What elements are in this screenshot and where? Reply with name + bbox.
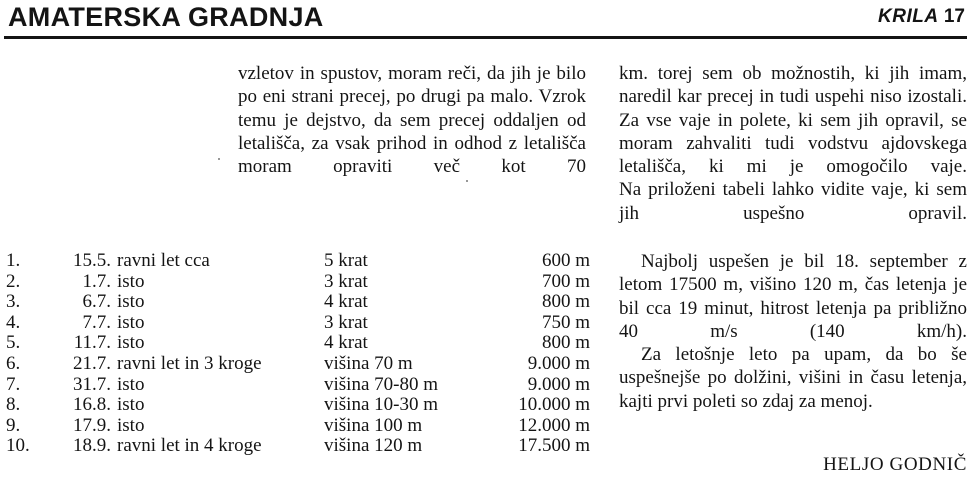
page-number: 17	[943, 6, 965, 27]
flight-distance: 800 m	[541, 291, 590, 313]
paragraph: Najbolj uspešen je bil 18. september z letom 17500 m, višino 120 m, čas letenja je bil cca 19 minut, hitrost letenja pa približno 40 m/s (140 km/h).	[619, 251, 967, 342]
flight-distance: 9.000 m	[527, 352, 590, 374]
flight-description: isto	[117, 373, 145, 395]
table-row	[6, 251, 590, 272]
flight-distance: 10.000 m	[518, 394, 590, 416]
table-row	[6, 436, 590, 457]
flight-description: ravni let in 4 kroge	[117, 435, 262, 457]
flight-log-body	[6, 251, 590, 457]
row-number: 4.	[6, 311, 21, 333]
flight-description: isto	[117, 270, 145, 292]
flight-description: isto	[117, 332, 145, 354]
right-text-column-top	[619, 62, 967, 225]
flight-count: 4 krat	[324, 332, 368, 354]
magazine-page-label	[878, 4, 965, 30]
row-number: 3.	[6, 291, 21, 313]
flight-distance: 800 m	[541, 332, 590, 354]
table-row	[6, 395, 590, 416]
flight-count: višina 10-30 m	[324, 394, 438, 416]
table-row	[6, 333, 590, 354]
flight-description: isto	[117, 311, 145, 333]
flight-description: ravni let in 3 kroge	[117, 352, 262, 374]
flight-count: višina 120 m	[324, 435, 423, 457]
author-signature: HELJO GODNIČ	[823, 454, 967, 475]
flight-description: ravni let cca	[117, 250, 210, 271]
print-speck	[218, 158, 220, 160]
flight-count: višina 70 m	[324, 352, 413, 374]
flight-distance: 9.000 m	[527, 373, 590, 395]
table-row	[6, 272, 590, 293]
paragraph: km. torej sem ob možnostih, ki jih imam, naredil kar precej in tudi uspehi niso izostali. Za vse vaje in polete, ki sem jih opravil, se moram zahvaliti tudi vodstvu ajdovskega letališča, ki mi je omogočilo vaje.	[619, 63, 967, 178]
flight-distance: 750 m	[541, 311, 590, 333]
flight-count: 3 krat	[324, 270, 368, 292]
row-number: 2.	[6, 270, 21, 292]
paragraph: Za letošnje leto pa upam, da bo še uspešnejše po dolžini, višini in času letenja, kajti prvi poleti so zdaj za menoj.	[619, 344, 967, 412]
table-row	[6, 313, 590, 334]
flight-date: 7.7.	[82, 311, 111, 333]
section-title: AMATERSKA GRADNJA	[8, 2, 324, 32]
table-row	[6, 375, 590, 396]
row-number: 7.	[6, 373, 21, 395]
paragraph: Na priloženi tabeli lahko vidite vaje, ki sem jih uspešno opravil.	[619, 179, 967, 224]
flight-distance: 600 m	[541, 250, 590, 271]
header-rule	[4, 36, 967, 39]
flight-date: 31.7.	[73, 373, 111, 395]
paragraph: vzletov in spustov, moram reči, da jih je bilo po eni strani precej, po drugi pa malo. Vzrok temu je dejstvo, da sem precej oddaljen od letališča, za vsak prihod in odhod z letališča moram opraviti več kot 70	[238, 63, 586, 178]
flight-description: isto	[117, 291, 145, 313]
table-row	[6, 354, 590, 375]
flight-distance: 12.000 m	[518, 414, 590, 436]
right-text-column-bottom	[619, 250, 967, 413]
flight-date: 6.7.	[82, 291, 111, 313]
flight-date: 21.7.	[73, 352, 111, 374]
flight-distance: 700 m	[541, 270, 590, 292]
table-row	[6, 416, 590, 437]
flight-date: 11.7.	[73, 332, 111, 354]
row-number: 1.	[6, 250, 21, 271]
flight-date: 16.8.	[73, 394, 111, 416]
row-number: 9.	[6, 414, 21, 436]
flight-date: 17.9.	[73, 414, 111, 436]
flight-date: 18.9.	[73, 435, 111, 457]
flight-description: isto	[117, 394, 145, 416]
flight-count: 4 krat	[324, 291, 368, 313]
flight-date: 15.5.	[73, 250, 111, 271]
row-number: 8.	[6, 394, 21, 416]
magazine-name: KRILA	[878, 6, 939, 27]
flight-count: 5 krat	[324, 250, 368, 271]
row-number: 6.	[6, 352, 21, 374]
flight-distance: 17.500 m	[518, 435, 590, 457]
flight-count: višina 70-80 m	[324, 373, 438, 395]
flight-count: 3 krat	[324, 311, 368, 333]
flight-log-table	[6, 251, 590, 457]
table-row	[6, 292, 590, 313]
row-number: 10.	[6, 435, 30, 457]
flight-date: 1.7.	[82, 270, 111, 292]
row-number: 5.	[6, 332, 21, 354]
middle-text-column	[238, 62, 586, 178]
flight-count: višina 100 m	[324, 414, 423, 436]
flight-description: isto	[117, 414, 145, 436]
print-speck	[466, 180, 468, 182]
